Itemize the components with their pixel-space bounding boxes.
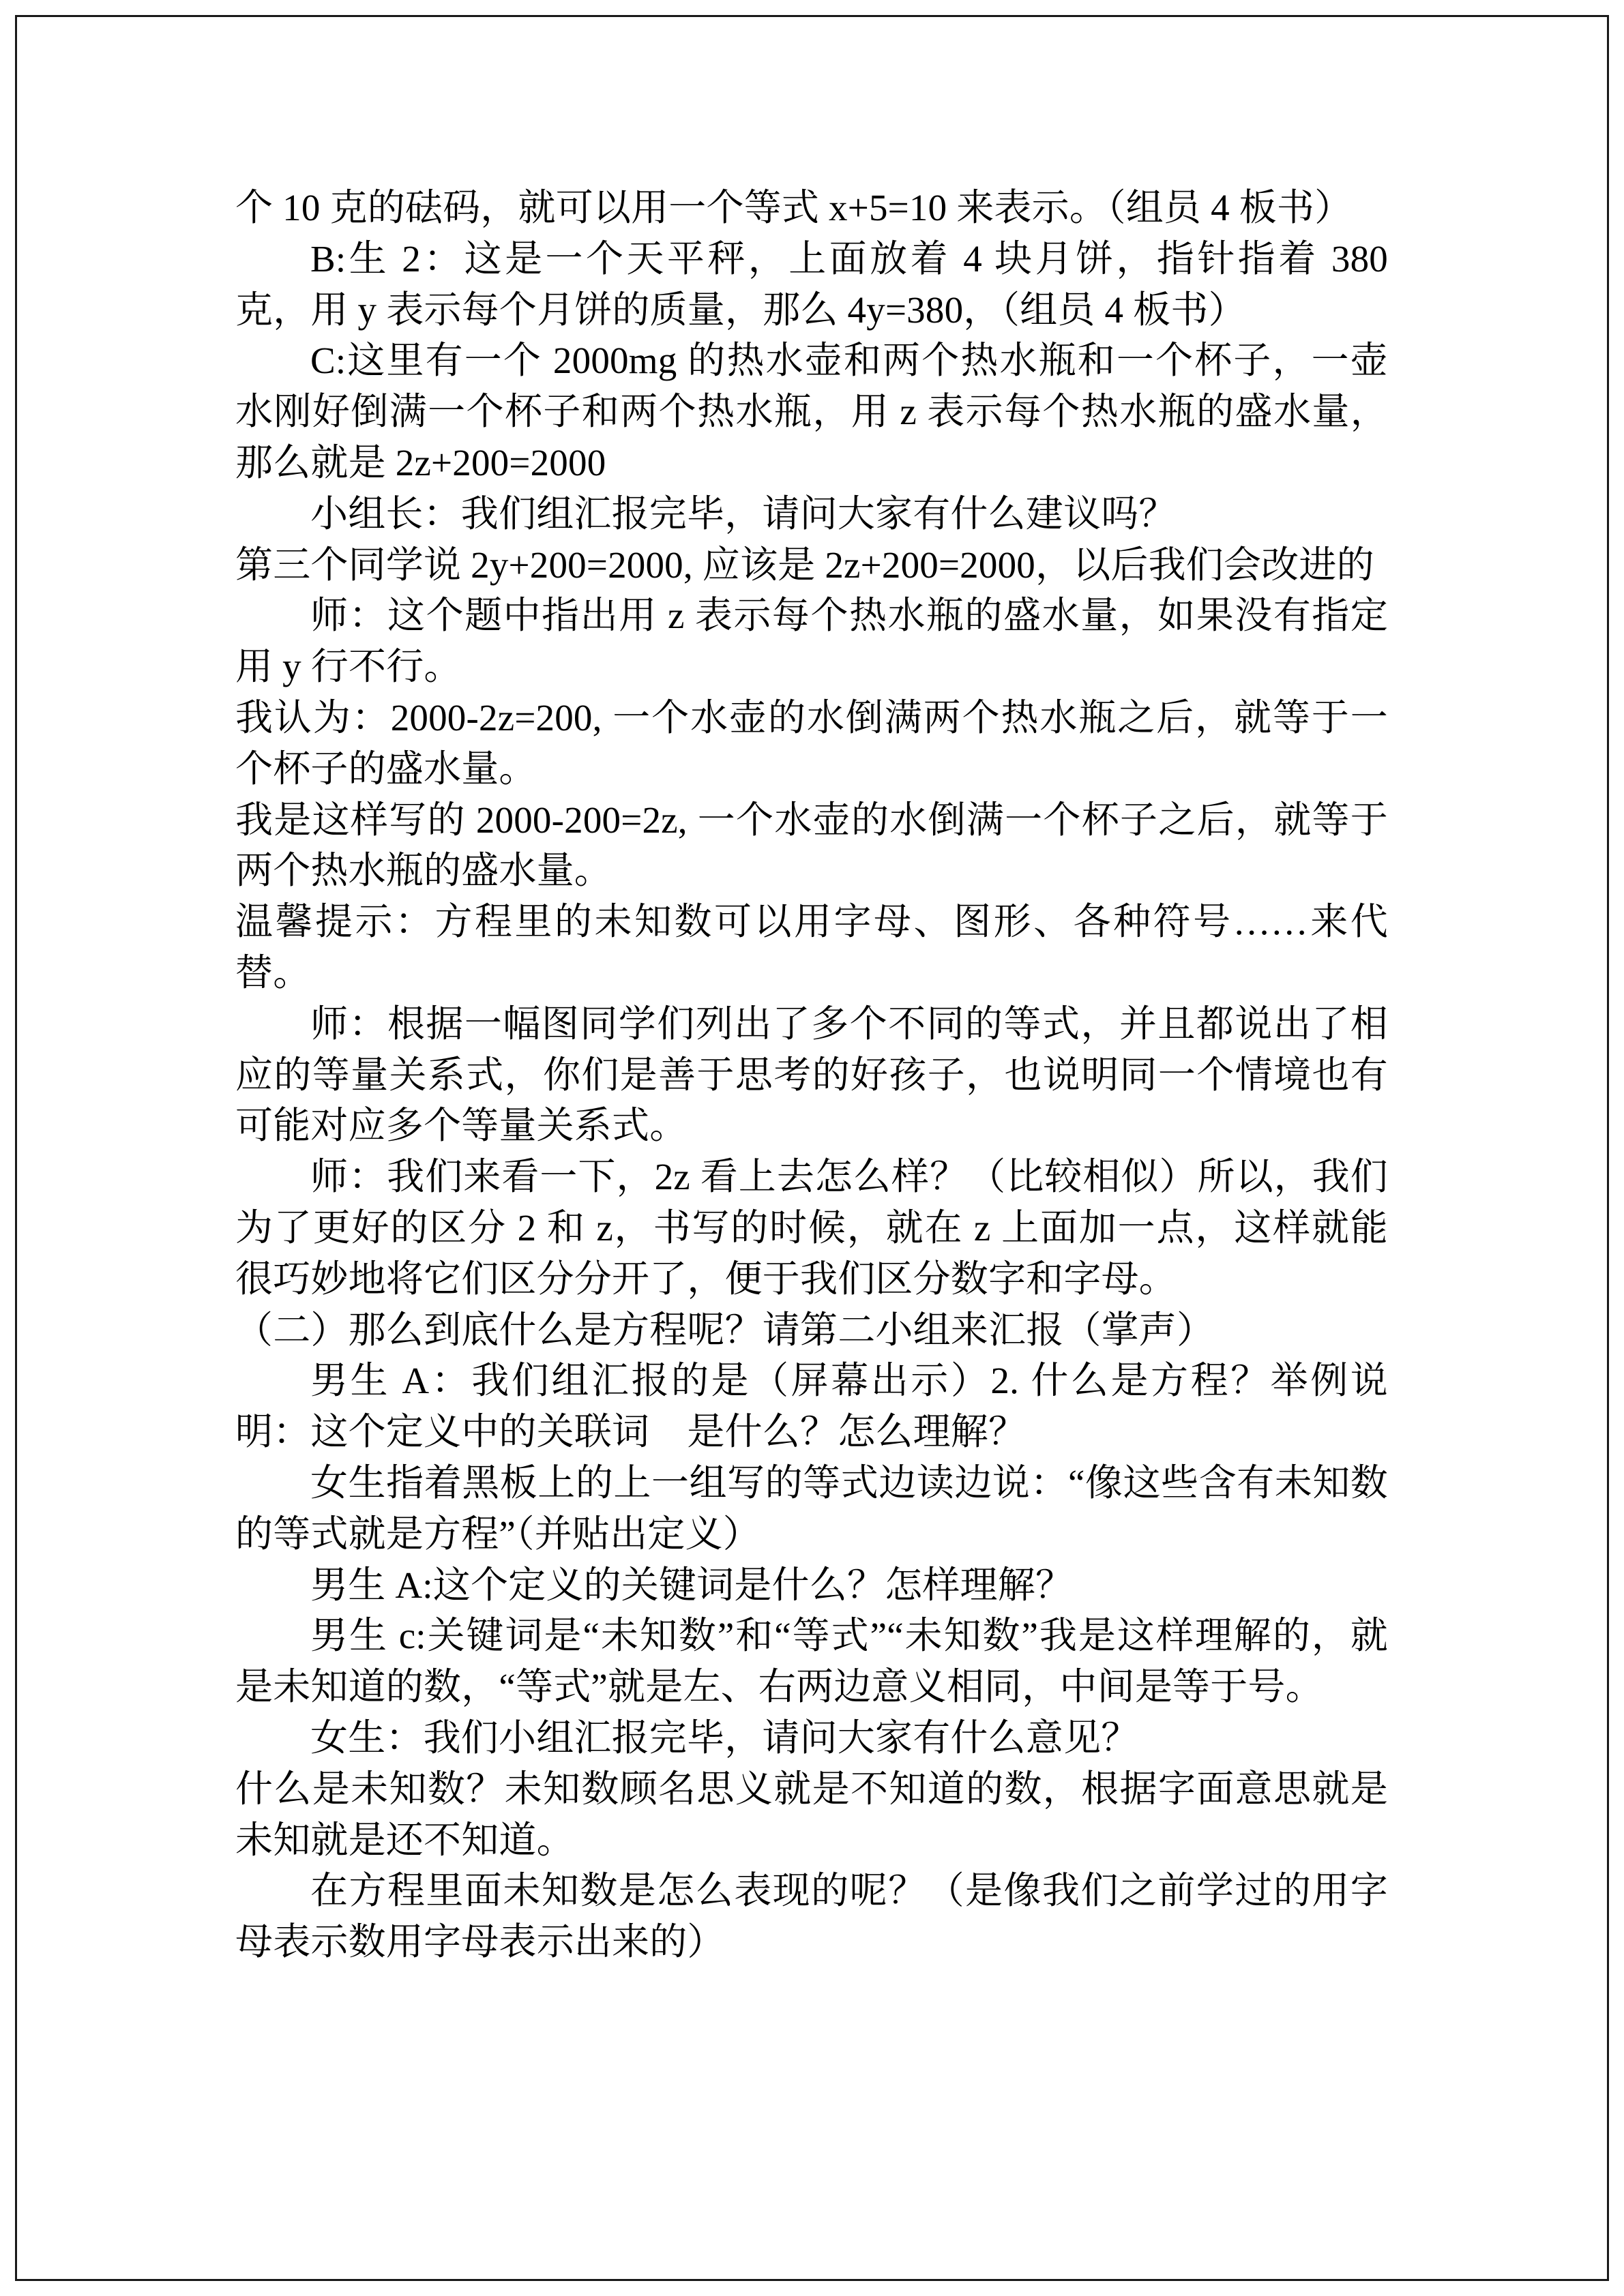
paragraph: （二）那么到底什么是方程呢？请第二小组来汇报（掌声）	[235, 1309, 1215, 1351]
paragraph: C:这里有一个 2000mg 的热水壶和两个热水瓶和一个杯子，一壶水刚好倒满一个杯子和两个热水瓶，用 z 表示每个热水瓶的盛水量，那么就是 2z+200=2000	[235, 340, 1388, 483]
document-body	[235, 183, 1388, 1968]
paragraph: 男生 A：我们组汇报的是（屏幕出示）2. 什么是方程？举例说明：这个定义中的关联词 是什么？怎么理解？	[235, 1360, 1388, 1453]
paragraph: 我是这样写的 2000-200=2z, 一个水壶的水倒满一个杯子之后，就等于两个热水瓶的盛水量。	[235, 799, 1388, 892]
paragraph: 女生指着黑板上的上一组写的等式边读边说：“像这些含有未知数的等式就是方程”（并贴出定义）	[235, 1461, 1388, 1555]
paragraph: 女生：我们小组汇报完毕，请问大家有什么意见？	[310, 1716, 1139, 1759]
paragraph: 师：这个题中指出用 z 表示每个热水瓶的盛水量，如果没有指定用 y 行不行。	[235, 595, 1388, 688]
paragraph: B:生 2：这是一个天平秤，上面放着 4 块月饼，指针指着 380 克，用 y 表示每个月饼的质量，那么 4y=380，（组员 4 板书）	[235, 237, 1388, 331]
paragraph: 小组长：我们组汇报完毕，请问大家有什么建议吗？	[310, 492, 1177, 535]
paragraph: 男生 A:这个定义的关键词是什么？怎样理解？	[310, 1564, 1074, 1606]
paragraph: 个 10 克的砝码，就可以用一个等式 x+5=10 来表示。（组员 4 板书）	[235, 187, 1353, 228]
paragraph: 男生 c:关键词是“未知数”和“等式”“未知数”我是这样理解的，就是未知道的数，“等式”就是左、右两边意义相同，中间是等于号。	[235, 1615, 1388, 1708]
paragraph: 师：我们来看一下，2z 看上去怎么样？（比较相似）所以，我们为了更好的区分 2 和 z，书写的时候，就在 z 上面加一点，这样就能很巧妙地将它们区分分开了，便于我们区分数字和字母。	[235, 1156, 1388, 1300]
paragraph: 师：根据一幅图同学们列出了多个不同的等式，并且都说出了相应的等量关系式，你们是善于思考的好孩子，也说明同一个情境也有可能对应多个等量关系式。	[235, 1002, 1388, 1147]
paragraph: 什么是未知数？未知数顾名思义就是不知道的数，根据字面意思就是未知就是还不知道。	[235, 1768, 1388, 1861]
paragraph: 在方程里面未知数是怎么表现的呢？（是像我们之前学过的用字母表示数用字母表示出来的）	[235, 1870, 1388, 1963]
paragraph: 温馨提示：方程里的未知数可以用字母、图形、各种符号……来代替。	[235, 901, 1388, 994]
paragraph: 第三个同学说 2y+200=2000, 应该是 2z+200=2000，以后我们会改进的	[235, 543, 1374, 586]
paragraph: 我认为：2000-2z=200, 一个水壶的水倒满两个热水瓶之后，就等于一个杯子的盛水量。	[235, 696, 1388, 790]
